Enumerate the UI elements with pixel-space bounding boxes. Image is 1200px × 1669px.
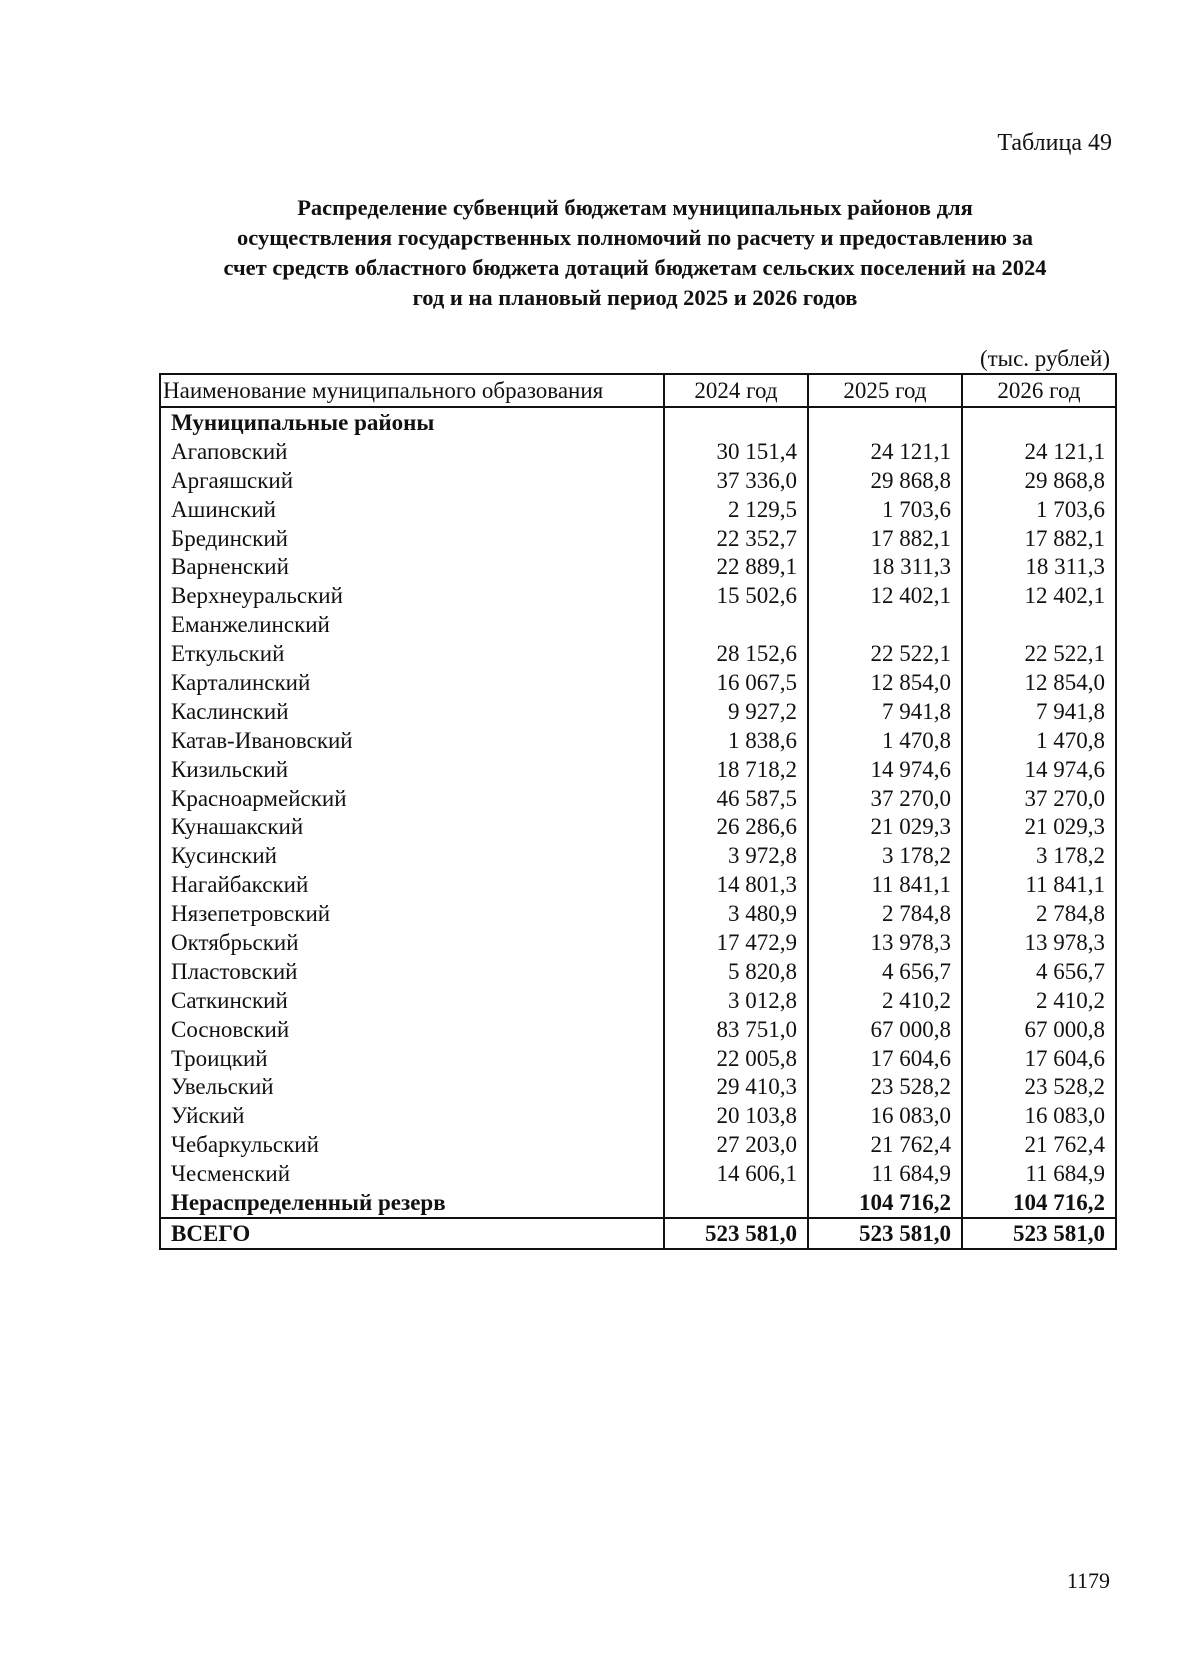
value-2024: 523 581,0 [664, 1218, 808, 1249]
table-row [160, 1044, 1116, 1073]
value-2025: 104 716,2 [808, 1188, 962, 1218]
table-number: Таблица 49 [997, 130, 1112, 156]
row-name: ВСЕГО [160, 1218, 664, 1249]
value-2025: 22 522,1 [808, 639, 962, 668]
header-2025: 2025 год [808, 374, 962, 407]
title-line: Распределение субвенций бюджетам муниципальных районов для [297, 195, 973, 220]
value-2026: 17 604,6 [962, 1044, 1116, 1073]
title-line: счет средств областного бюджета дотаций бюджетам сельских поселений на 2024 [223, 255, 1047, 280]
table-row [160, 841, 1116, 870]
value-2024: 22 889,1 [664, 552, 808, 581]
row-name: Красноармейский [160, 784, 664, 813]
table-row [160, 639, 1116, 668]
value-2025: 23 528,2 [808, 1072, 962, 1101]
row-name: Пластовский [160, 957, 664, 986]
table-row [160, 524, 1116, 553]
value-2025: 1 703,6 [808, 495, 962, 524]
title-line: год и на плановый период 2025 и 2026 годов [412, 285, 858, 310]
table-row [160, 1130, 1116, 1159]
value-2025: 21 029,3 [808, 812, 962, 841]
row-name: Брединский [160, 524, 664, 553]
row-name: Ашинский [160, 495, 664, 524]
value-2026: 17 882,1 [962, 524, 1116, 553]
value-2025: 12 854,0 [808, 668, 962, 697]
row-name: Чебаркульский [160, 1130, 664, 1159]
value-2024: 3 480,9 [664, 899, 808, 928]
value-2024: 26 286,6 [664, 812, 808, 841]
value-2024: 5 820,8 [664, 957, 808, 986]
total-row [160, 1218, 1116, 1249]
value-2025: 2 410,2 [808, 986, 962, 1015]
value-2026: 21 029,3 [962, 812, 1116, 841]
value-2026: 7 941,8 [962, 697, 1116, 726]
value-2026: 1 703,6 [962, 495, 1116, 524]
table-row [160, 928, 1116, 957]
value-2026: 29 868,8 [962, 466, 1116, 495]
table-row [160, 870, 1116, 899]
row-name: Кизильский [160, 755, 664, 784]
value-2024: 17 472,9 [664, 928, 808, 957]
row-name: Октябрьский [160, 928, 664, 957]
row-name: Увельский [160, 1072, 664, 1101]
row-name: Сосновский [160, 1015, 664, 1044]
value-2025: 17 604,6 [808, 1044, 962, 1073]
value-2026: 13 978,3 [962, 928, 1116, 957]
value-2025: 13 978,3 [808, 928, 962, 957]
value-2026: 12 854,0 [962, 668, 1116, 697]
value-2025: 29 868,8 [808, 466, 962, 495]
value-2025 [808, 610, 962, 639]
value-2024: 46 587,5 [664, 784, 808, 813]
value-2024: 22 352,7 [664, 524, 808, 553]
value-2024: 83 751,0 [664, 1015, 808, 1044]
value-2024: 27 203,0 [664, 1130, 808, 1159]
table-row [160, 1159, 1116, 1188]
table-row [160, 957, 1116, 986]
value-2026: 67 000,8 [962, 1015, 1116, 1044]
row-name: Верхнеуральский [160, 581, 664, 610]
value-2025: 3 178,2 [808, 841, 962, 870]
header-2024: 2024 год [664, 374, 808, 407]
value-2024: 30 151,4 [664, 437, 808, 466]
row-name: Агаповский [160, 437, 664, 466]
row-name: Еткульский [160, 639, 664, 668]
value-2026: 23 528,2 [962, 1072, 1116, 1101]
value-2025: 37 270,0 [808, 784, 962, 813]
value-2025: 14 974,6 [808, 755, 962, 784]
table-row [160, 784, 1116, 813]
row-name: Каслинский [160, 697, 664, 726]
value-2024: 9 927,2 [664, 697, 808, 726]
value-2026: 4 656,7 [962, 957, 1116, 986]
row-name: Еманжелинский [160, 610, 664, 639]
value-2026 [962, 610, 1116, 639]
row-name: Чесменский [160, 1159, 664, 1188]
value-2024: 14 801,3 [664, 870, 808, 899]
value-2025: 67 000,8 [808, 1015, 962, 1044]
value-2026: 24 121,1 [962, 437, 1116, 466]
value-2026: 3 178,2 [962, 841, 1116, 870]
page-number: 1179 [1066, 1568, 1110, 1593]
title-line: осуществления государственных полномочий по расчету и предоставлению за [237, 225, 1033, 250]
table-row [160, 668, 1116, 697]
value-2026: 14 974,6 [962, 755, 1116, 784]
value-2026: 2 784,8 [962, 899, 1116, 928]
table-row [160, 1072, 1116, 1101]
value-2025: 18 311,3 [808, 552, 962, 581]
row-name: Аргаяшский [160, 466, 664, 495]
value-2026: 21 762,4 [962, 1130, 1116, 1159]
table-row [160, 755, 1116, 784]
row-name: Троицкий [160, 1044, 664, 1073]
value-2024: 16 067,5 [664, 668, 808, 697]
table-row [160, 466, 1116, 495]
table-header-row [160, 374, 1116, 407]
value-2024: 28 152,6 [664, 639, 808, 668]
value-2026: 22 522,1 [962, 639, 1116, 668]
value-2026: 104 716,2 [962, 1188, 1116, 1218]
table-row [160, 581, 1116, 610]
value-2024: 15 502,6 [664, 581, 808, 610]
value-2025: 11 841,1 [808, 870, 962, 899]
value-2026: 37 270,0 [962, 784, 1116, 813]
value-2025: 1 470,8 [808, 726, 962, 755]
table-body [160, 407, 1116, 1249]
value-2024 [664, 1188, 808, 1218]
value-2026: 11 684,9 [962, 1159, 1116, 1188]
value-2024: 3 012,8 [664, 986, 808, 1015]
row-name: Катав-Ивановский [160, 726, 664, 755]
table-row [160, 697, 1116, 726]
row-name: Нагайбакский [160, 870, 664, 899]
value-2025: 523 581,0 [808, 1218, 962, 1249]
value-2024 [664, 610, 808, 639]
value-2025: 7 941,8 [808, 697, 962, 726]
table-row [160, 812, 1116, 841]
value-2026: 16 083,0 [962, 1101, 1116, 1130]
value-2024: 37 336,0 [664, 466, 808, 495]
value-2025: 4 656,7 [808, 957, 962, 986]
value-2024: 14 606,1 [664, 1159, 808, 1188]
value-2024: 1 838,6 [664, 726, 808, 755]
header-name: Наименование муниципального образования [160, 374, 664, 407]
table-row [160, 1015, 1116, 1044]
section-row [160, 407, 1116, 437]
value-2026: 1 470,8 [962, 726, 1116, 755]
value-2024: 2 129,5 [664, 495, 808, 524]
table-row [160, 437, 1116, 466]
value-2024: 29 410,3 [664, 1072, 808, 1101]
section-label: Муниципальные районы [160, 407, 664, 437]
value-2025: 11 684,9 [808, 1159, 962, 1188]
value-2025: 16 083,0 [808, 1101, 962, 1130]
table-row [160, 1101, 1116, 1130]
units-label: (тыс. рублей) [979, 346, 1110, 371]
reserve-row [160, 1188, 1116, 1218]
header-2026: 2026 год [962, 374, 1116, 407]
value-2026: 12 402,1 [962, 581, 1116, 610]
table-row [160, 986, 1116, 1015]
table-row [160, 899, 1116, 928]
value-2025: 17 882,1 [808, 524, 962, 553]
document-title [150, 193, 1120, 313]
table-row [160, 610, 1116, 639]
subvention-table [159, 373, 1117, 1250]
table-row [160, 552, 1116, 581]
value-2026: 11 841,1 [962, 870, 1116, 899]
row-name: Карталинский [160, 668, 664, 697]
value-2025: 24 121,1 [808, 437, 962, 466]
table-row [160, 726, 1116, 755]
row-name: Кунашакский [160, 812, 664, 841]
value-2024: 22 005,8 [664, 1044, 808, 1073]
row-name: Саткинский [160, 986, 664, 1015]
row-name: Нязепетровский [160, 899, 664, 928]
row-name: Нераспределенный резерв [160, 1188, 664, 1218]
value-2026: 2 410,2 [962, 986, 1116, 1015]
row-name: Уйский [160, 1101, 664, 1130]
value-2025: 2 784,8 [808, 899, 962, 928]
value-2024: 18 718,2 [664, 755, 808, 784]
value-2025: 12 402,1 [808, 581, 962, 610]
row-name: Кусинский [160, 841, 664, 870]
value-2026: 523 581,0 [962, 1218, 1116, 1249]
value-2026: 18 311,3 [962, 552, 1116, 581]
table-row [160, 495, 1116, 524]
value-2024: 20 103,8 [664, 1101, 808, 1130]
value-2024: 3 972,8 [664, 841, 808, 870]
row-name: Варненский [160, 552, 664, 581]
value-2025: 21 762,4 [808, 1130, 962, 1159]
